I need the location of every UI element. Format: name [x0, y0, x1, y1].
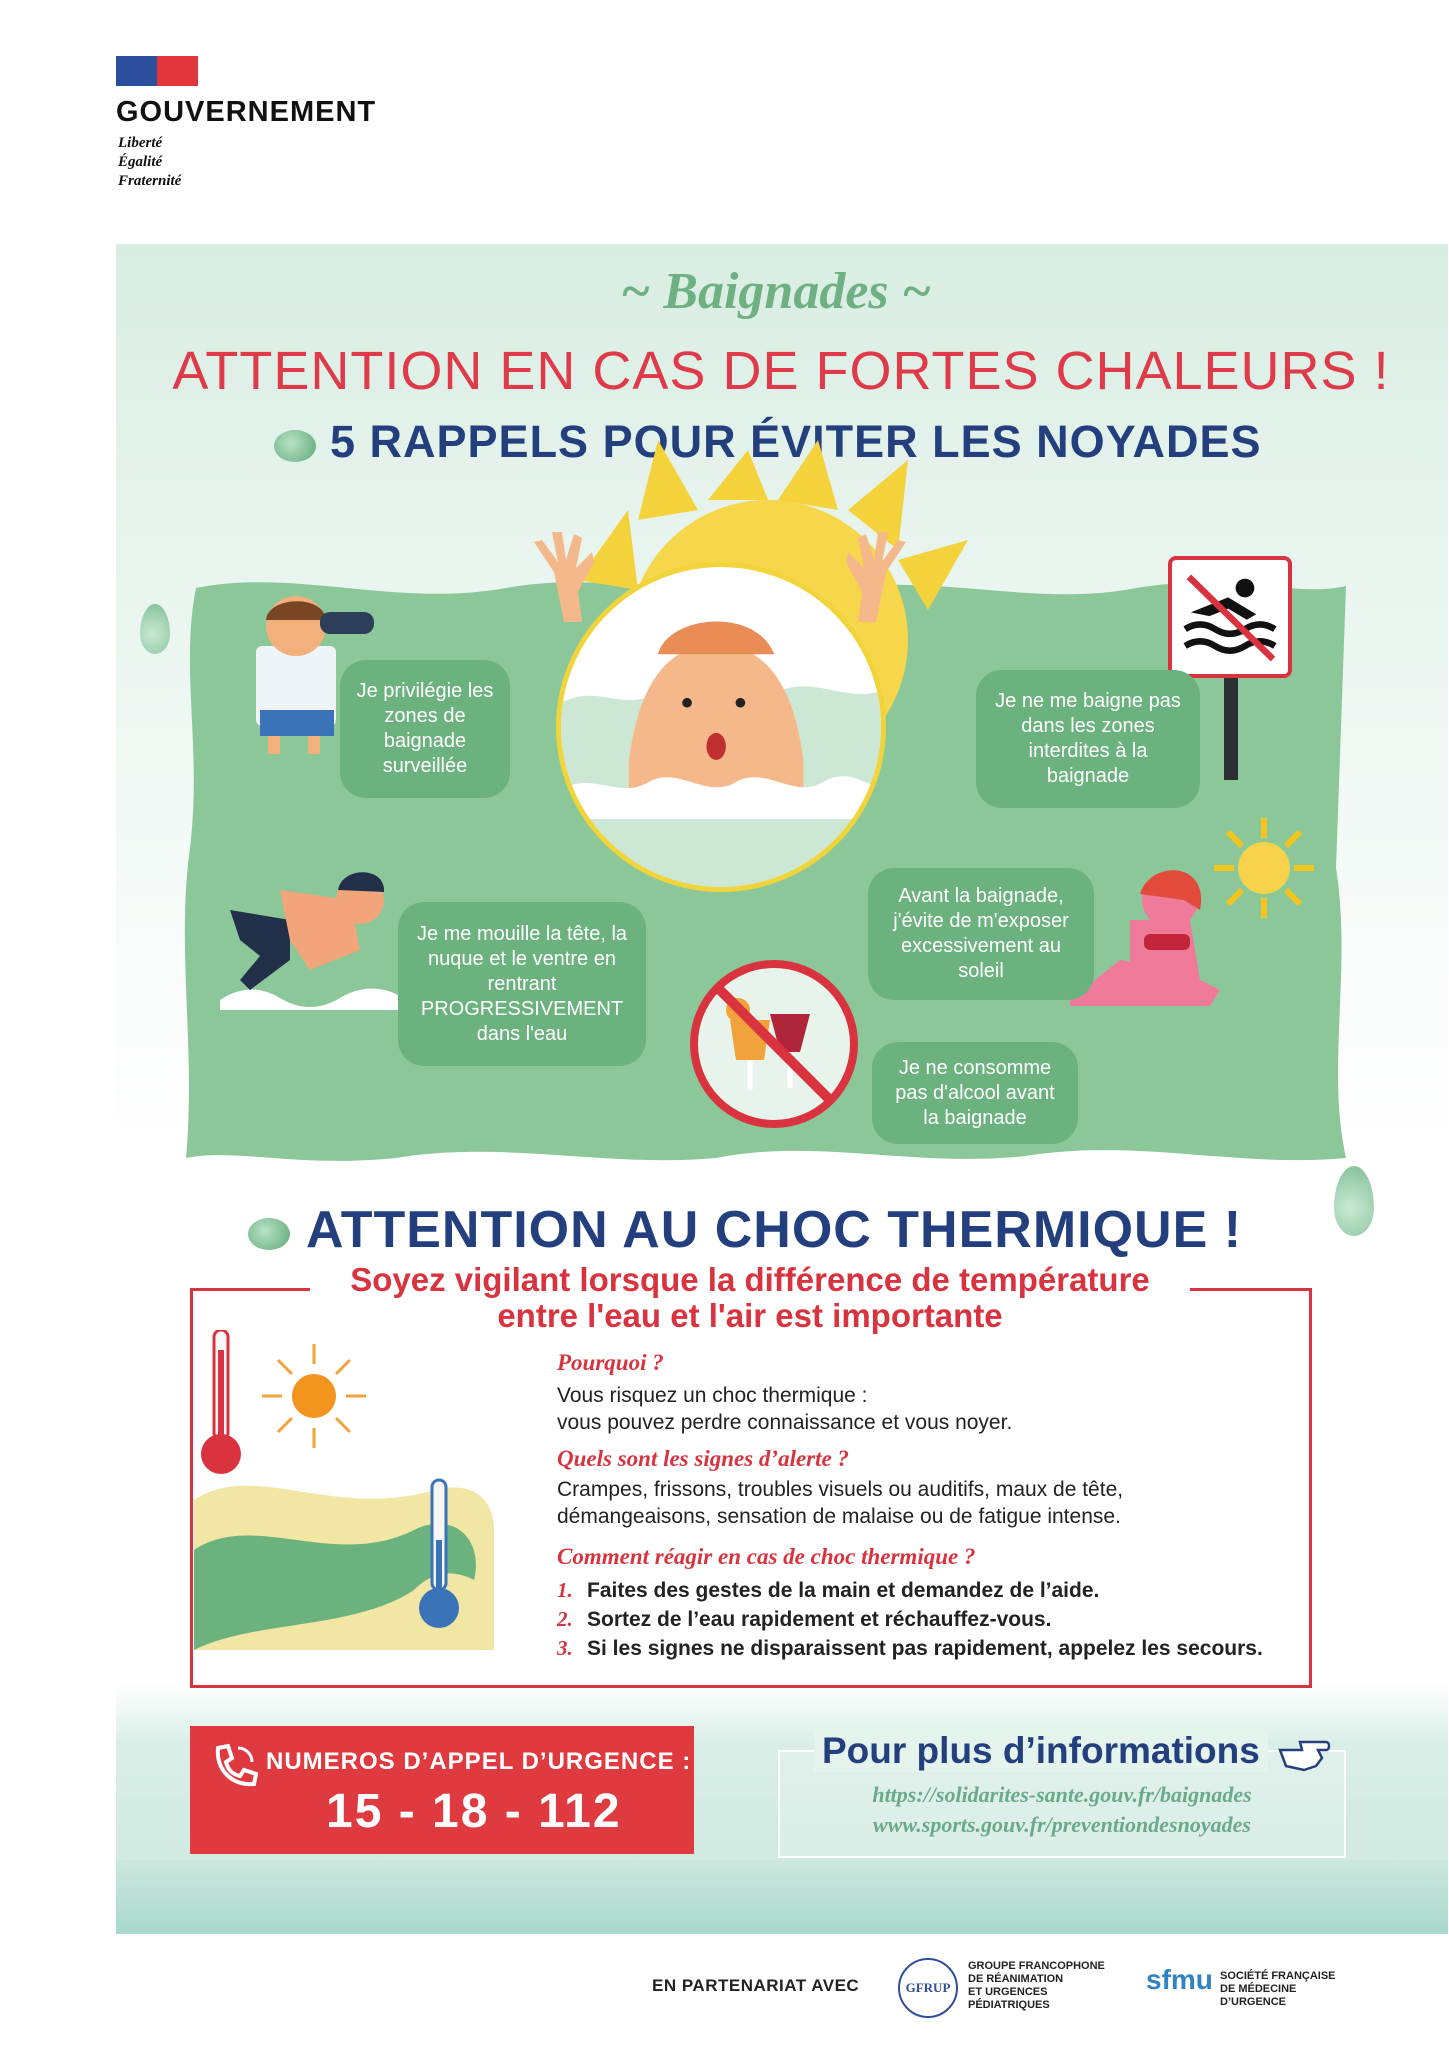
info-link-prevention[interactable]: www.sports.gouv.fr/preventiondesnoyades — [873, 1812, 1251, 1837]
info-title: Pour plus d’informations — [814, 1730, 1268, 1772]
emergency-numbers-box — [190, 1726, 694, 1854]
drowning-person-illustration — [556, 562, 886, 892]
gfrup-name: GROUPE FRANCOPHONE DE RÉANIMATION ET URGENCES PÉDIATRIQUES — [968, 1960, 1105, 2011]
choc-thermique-subtitle: Soyez vigilant lorsque la différence de température entre l'eau et l'air est importante — [310, 1262, 1190, 1334]
rappels-heading: 5 RAPPELS POUR ÉVITER LES NOYADES — [330, 416, 1262, 467]
tip-mouille-tete: Je me mouille la tête, la nuque et le ventre en rentrant PROGRESSIVEMENT dans l'eau — [398, 902, 646, 1066]
thermometer-illustration — [194, 1330, 534, 1660]
hand-left-illustration — [524, 532, 594, 622]
partners-label: EN PARTENARIAT AVEC — [652, 1976, 860, 1995]
choc-thermique-heading: ATTENTION AU CHOC THERMIQUE ! — [306, 1201, 1243, 1259]
poster-subtitle: ~ Baignades ~ — [620, 263, 932, 320]
pourquoi-heading: Pourquoi ? — [557, 1350, 664, 1375]
no-swimming-sign-icon — [1168, 556, 1292, 678]
tip-zones-interdites: Je ne me baigne pas dans les zones interdites à la baignade — [976, 670, 1200, 808]
tip-zones-surveillees: Je privilégie les zones de baignade surveillée — [340, 660, 510, 798]
no-alcohol-icon — [690, 960, 858, 1128]
list-item: 1. Faites des gestes de la main et demandez de l’aide. — [557, 1578, 1100, 1602]
signes-text: Crampes, frissons, troubles visuels ou auditifs, maux de tête, démangeaisons, sensation de malaise ou de fatigue intense. — [557, 1478, 1124, 1528]
government-logo — [116, 56, 416, 206]
water-decoration — [116, 1860, 1448, 1934]
list-item: 3. Si les signes ne disparaissent pas rapidement, appelez les secours. — [557, 1636, 1263, 1660]
reagir-steps-list — [557, 1576, 1317, 1663]
info-link-baignades[interactable]: https://solidarites-sante.gouv.fr/baignades — [872, 1782, 1252, 1807]
sfmu-name: SOCIÉTÉ FRANÇAISE DE MÉDECINE D’URGENCE — [1220, 1970, 1336, 2008]
poster-title: ATTENTION EN CAS DE FORTES CHALEURS ! — [172, 341, 1390, 401]
government-name: GOUVERNEMENT — [116, 96, 377, 128]
emergency-label: NUMEROS D’APPEL D’URGENCE : — [266, 1748, 692, 1775]
bullet-drop-icon — [248, 1218, 290, 1250]
tip-alcool: Je ne consomme pas d'alcool avant la baignade — [872, 1042, 1078, 1144]
emergency-numbers: 15 - 18 - 112 — [326, 1785, 622, 1838]
pointing-hand-icon — [1276, 1736, 1332, 1776]
pourquoi-text: Vous risquez un choc thermique : vous pouvez perdre connaissance et vous noyer. — [557, 1384, 1013, 1434]
gfrup-logo: GFRUP — [898, 1958, 958, 2018]
boy-wetting-head-illustration — [210, 860, 400, 1010]
sign-post — [1224, 678, 1238, 780]
list-item: 2. Sortez de l’eau rapidement et réchauffez-vous. — [557, 1607, 1052, 1631]
signes-heading: Quels sont les signes d’alerte ? — [557, 1446, 849, 1471]
government-motto: Liberté Égalité Fraternité — [118, 135, 182, 189]
french-flag-icon — [116, 56, 198, 86]
hand-right-illustration — [846, 532, 916, 622]
sun-icon — [1212, 816, 1316, 920]
phone-icon — [208, 1742, 258, 1792]
sfmu-logo: sfmu — [1146, 1964, 1213, 1995]
reagir-heading: Comment réagir en cas de choc thermique ? — [557, 1544, 976, 1569]
bullet-drop-icon — [274, 430, 316, 462]
tip-soleil: Avant la baignade, j'évite de m'exposer excessivement au soleil — [868, 868, 1094, 1000]
